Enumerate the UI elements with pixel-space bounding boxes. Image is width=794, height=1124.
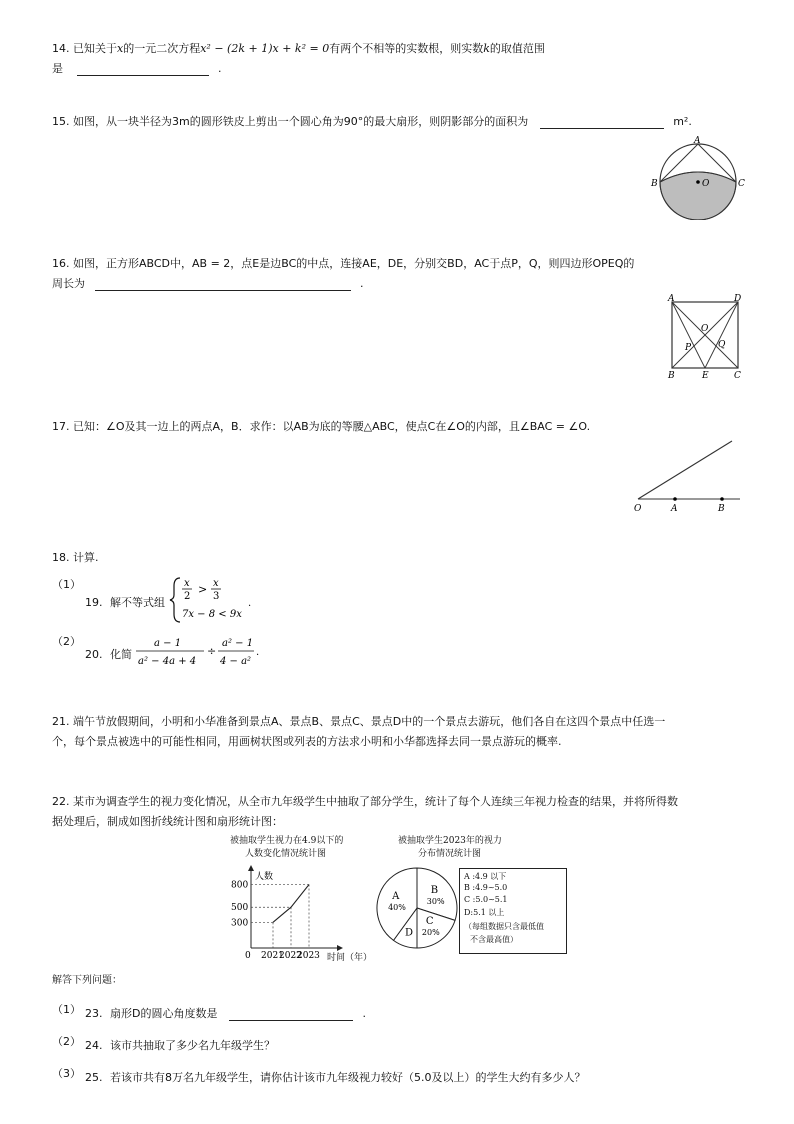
- y-tick-label: 800: [231, 880, 249, 891]
- answer-blank[interactable]: [229, 1009, 353, 1021]
- question-19-number: 19. 解不等式组: [85, 596, 165, 609]
- svg-text:2: 2: [184, 591, 191, 602]
- question-number: 18.: [52, 551, 70, 564]
- svg-text:a² − 1: a² − 1: [222, 638, 254, 649]
- legend-item: A :4.9 以下: [464, 872, 507, 881]
- question-number: 15.: [52, 115, 70, 128]
- label-a: A: [671, 504, 678, 514]
- sub-question-label: （1）: [52, 1003, 81, 1016]
- question-number: 14.: [52, 42, 70, 55]
- line-chart-title-2: 人数变化情况统计图: [245, 849, 327, 859]
- line-chart-title-1: 被抽取学生视力在4.9以下的: [230, 836, 344, 846]
- question-21-line2: 个，每个景点被选中的可能性相同，用画树状图或列表的方法求小明和小华都选择去同一景点游玩的概率.: [52, 735, 562, 748]
- answer-header: 解答下列问题：: [52, 975, 122, 986]
- x-tick-label: 2023: [297, 951, 320, 961]
- legend-note: 不含最高值）: [470, 935, 518, 944]
- svg-text:.: .: [248, 598, 252, 609]
- svg-text:>: >: [198, 583, 208, 596]
- origin-label: 0: [245, 951, 251, 961]
- svg-text:a − 1: a − 1: [154, 638, 182, 649]
- pie-slice-label: B: [430, 885, 439, 897]
- segment-de: [705, 302, 738, 368]
- equation: x² − (2k + 1)x + k² = 0: [200, 42, 330, 55]
- legend-note: （每组数据只含最低值: [464, 922, 544, 931]
- question-14-line1: 14. 已知关于x的一元二次方程x² − (2k + 1)x + k² = 0有两个不相等的实数根，则实数k的取值范围: [52, 42, 545, 55]
- y-tick-label: 300: [231, 918, 249, 929]
- left-brace: [170, 578, 180, 622]
- legend-item: C :5.0~5.1: [464, 895, 508, 904]
- question-16-line1: 16. 如图，正方形ABCD中，AB = 2，点E是边BC的中点，连接AE，DE，分别交BD，AC于点P，Q，则四边形OPEQ的: [52, 257, 635, 270]
- question-22-line1: 22. 某市为调查学生的视力变化情况，从全市九年级学生中抽取了部分学生，统计了每个人连续三年视力检查的结果，并将所得数: [52, 795, 678, 808]
- pie-slice-percent: 30%: [426, 897, 445, 907]
- svg-text:a² − 4a + 4: a² − 4a + 4: [138, 656, 197, 667]
- question-number: 17.: [52, 420, 70, 433]
- shaded-region: [660, 172, 736, 220]
- pie-chart-title-2: 分布情况统计图: [418, 849, 482, 859]
- pie-slice-label: A: [392, 891, 400, 903]
- y-axis-arrow: [248, 865, 254, 871]
- pie-legend: [459, 868, 567, 954]
- sub-question-label: （1）: [52, 578, 81, 591]
- question-18-text: 18. 计算.: [52, 551, 99, 564]
- label-a: A: [694, 136, 701, 146]
- point-b: [720, 497, 724, 501]
- label-c: C: [738, 179, 745, 189]
- question-23: 23. 扇形D的圆心角度数是 .: [85, 1007, 366, 1020]
- answer-blank[interactable]: [540, 117, 664, 129]
- question-24: 24. 该市共抽取了多少名九年级学生？: [85, 1039, 275, 1052]
- legend-item: D:5.1 以上: [464, 908, 505, 917]
- question-15-text: 15. 如图，从一块半径为3m的圆形铁皮上剪出一个圆心角为90°的最大扇形，则阴影部分的面积为 m².: [52, 115, 692, 128]
- sub-question-label: （2）: [52, 1035, 81, 1048]
- segment-ae: [672, 302, 705, 368]
- label-q: Q: [718, 340, 726, 350]
- question-16-line2: 周长为 .: [52, 277, 364, 290]
- y-axis-label: 人数: [255, 872, 274, 882]
- label-o: O: [634, 504, 642, 514]
- question-21-line1: 21. 端午节放假期间，小明和小华准备到景点A、景点B、景点C、景点D中的一个景点去游玩，他们各自在这四个景点中任选一: [52, 715, 666, 728]
- question-14-line2: 是 .: [52, 62, 222, 75]
- svg-text:÷: ÷: [207, 645, 217, 658]
- circle-sector-figure: [650, 134, 750, 220]
- svg-text:3: 3: [213, 591, 220, 602]
- label-o: O: [701, 324, 709, 334]
- svg-text:x: x: [184, 578, 190, 589]
- pie-chart: [374, 865, 460, 951]
- square-figure: [660, 292, 750, 384]
- x-axis-label: 时间（年）: [327, 953, 373, 963]
- label-b: B: [718, 504, 725, 514]
- question-25: 25. 若该市共有8万名九年级学生，请你估计该市九年级视力较好（5.0及以上）的学生大约有多少人？: [85, 1071, 586, 1084]
- answer-blank[interactable]: [77, 64, 209, 76]
- label-o: O: [702, 179, 710, 189]
- label-p: P: [685, 343, 692, 353]
- label-b: B: [668, 371, 675, 381]
- pie-slice-percent: 40%: [388, 903, 406, 913]
- sub-question-label: （2）: [52, 635, 81, 648]
- pie-chart-title-1: 被抽取学生2023年的视力: [398, 836, 502, 846]
- pie-slice-label: C: [425, 915, 434, 927]
- svg-text:.: .: [256, 647, 260, 658]
- legend-item: B :4.9~5.0: [464, 883, 508, 892]
- angle-figure: [630, 436, 750, 516]
- svg-text:x: x: [213, 578, 219, 589]
- question-22-line2: 据处理后，制成如图折线统计图和扇形统计图：: [52, 815, 283, 828]
- question-number: 22.: [52, 795, 70, 808]
- y-tick-label: 500: [231, 903, 249, 914]
- center-point: [696, 180, 700, 184]
- question-17-text: 17. 已知：∠O及其一边上的两点A，B．求作：以AB为底的等腰△ABC，使点C在∠O的内部，且∠BAC = ∠O.: [52, 420, 591, 433]
- question-number: 21.: [52, 715, 70, 728]
- svg-text:4 − a²: 4 − a²: [220, 656, 252, 667]
- point-a: [673, 497, 677, 501]
- inequality-system: [168, 576, 258, 624]
- answer-blank[interactable]: [95, 279, 351, 291]
- label-d: D: [734, 294, 742, 304]
- label-a: A: [668, 294, 675, 304]
- fraction-expression: [134, 632, 264, 672]
- svg-text:7x − 8 < 9x: 7x − 8 < 9x: [182, 609, 242, 620]
- label-e: E: [702, 371, 709, 381]
- label-c: C: [734, 371, 741, 381]
- question-20-number: 20. 化简: [85, 648, 132, 661]
- label-b: B: [651, 179, 658, 189]
- pie-slice-percent: 20%: [421, 927, 440, 937]
- x-tick-label: 2022: [279, 951, 302, 961]
- angle-ray-upper: [638, 441, 732, 499]
- question-number: 16.: [52, 257, 70, 270]
- x-tick-label: 2021: [261, 951, 284, 961]
- pie-slice-label: D: [404, 927, 413, 939]
- line-chart: [225, 862, 375, 962]
- sub-question-label: （3）: [52, 1067, 81, 1080]
